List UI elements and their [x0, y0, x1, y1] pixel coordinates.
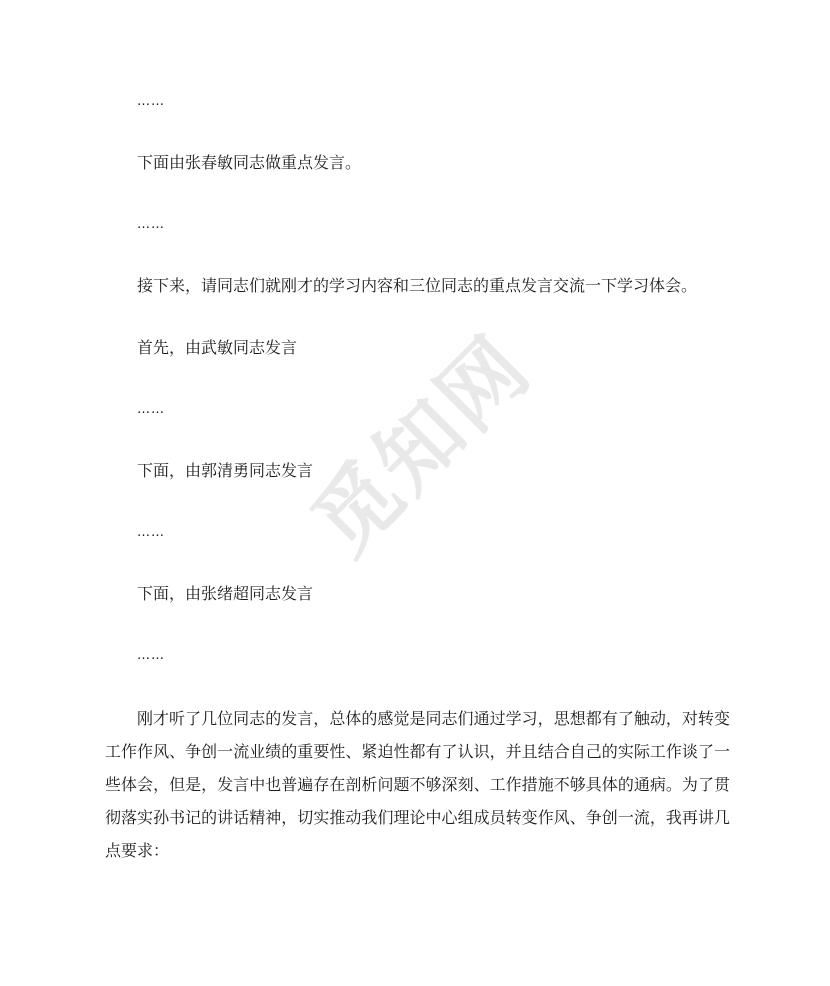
ellipsis-line-4: ……: [137, 525, 165, 540]
text-line-wu-min: 首先，由武敏同志发言: [137, 338, 298, 357]
text-line-guo-qingyong: 下面，由郭清勇同志发言: [137, 461, 314, 480]
ellipsis-line-5: ……: [137, 648, 165, 663]
ellipsis-line-1: ……: [137, 94, 165, 109]
summary-paragraph: 刚才听了几位同志的发言，总体的感觉是同志们通过学习，思想都有了触动，对转变工作作风、争创一流业绩的重要性、紧迫性都有了认识，并且结合自己的实际工作谈了一些体会，但是，发言中也普遍存在剖析问题不够深刻、工作措施不够具体的通病。为了贯彻落实孙书记的讲话精神，切实推动我们理论中心组成员转变作风、争创一流，我再讲几点要求：: [105, 709, 730, 860]
text-line-zhang-chunmin: 下面由张春敏同志做重点发言。: [137, 153, 362, 172]
ellipsis-line-3: ……: [137, 402, 165, 417]
watermark: 觅知网: [293, 317, 550, 574]
text-line-discussion-intro: 接下来，请同志们就刚才的学习内容和三位同志的重点发言交流一下学习体会。: [137, 276, 698, 295]
text-line-zhang-xuchao: 下面，由张绪超同志发言: [137, 584, 314, 603]
ellipsis-line-2: ……: [137, 217, 165, 232]
